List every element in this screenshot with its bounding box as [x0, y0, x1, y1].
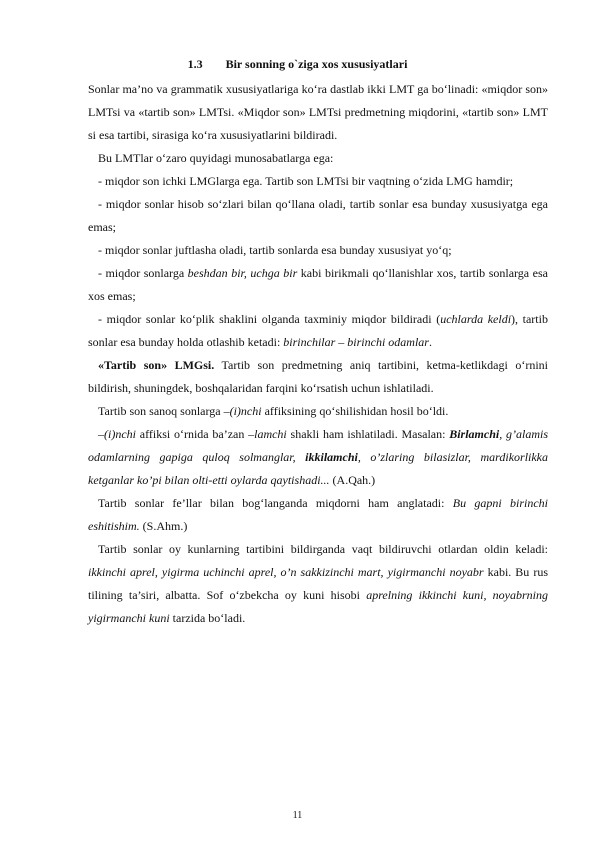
relation-item-1: - miqdor son ichki LMGlarga ega. Tartib son LMTsi bir vaqtning o‘zida LMG hamdir;: [98, 174, 514, 188]
example-italic: Bu gapni birinchi eshitishim.: [88, 496, 548, 533]
relation-item-3: - miqdor sonlar juftlasha oladi, tartib sonlarda esa bunday xususiyat yo‘q;: [98, 243, 452, 257]
term-bold: «Tartib son» LMGsi.: [98, 358, 215, 372]
text-span: tarzida bo‘ladi.: [169, 611, 246, 625]
text-span: affiksining qo‘shilishidan hosil bo‘ldi.: [261, 404, 449, 418]
relation-item-5: [88, 308, 548, 354]
example-italic: birinchilar – birinchi odamlar: [283, 335, 429, 349]
relations-lead: Bu LMTlar o‘zaro quyidagi munosabatlarga ega:: [98, 151, 334, 165]
example-italic: , o’zlaring bilasizlar, mardikorlikka ketganlar ko’pi bilan olti-etti oylarda qaytishadi...: [88, 450, 549, 487]
body-text: [88, 78, 548, 630]
relation-item-2: - miqdor sonlar hisob so‘zlari bilan qo‘llana oladi, tartib sonlar esa bunday xususiyatga ega emas;: [88, 197, 548, 234]
section-heading: [0, 56, 595, 72]
text-span: Tartib sonlar fe’llar bilan bog‘langanda miqdorni ham anglatadi:: [98, 496, 453, 510]
suffix-italic: –lamchi: [248, 427, 287, 441]
text-span: kabi birikmali qo‘llanishlar xos, tartib sonlarga esa xos emas;: [88, 266, 548, 303]
example-italic: uchlarda keldi: [440, 312, 512, 326]
ordinal-usage-paragraph: [88, 423, 548, 492]
text-span: affiksi o‘rnida ba’zan: [136, 427, 249, 441]
text-span: ), tartib sonlar esa bunday holda otlashib ketadi:: [88, 312, 548, 349]
example-italic: beshdan bir, uchga bir: [187, 266, 298, 280]
example-bold-italic: Birlamchi: [449, 427, 500, 441]
example-italic: aprelning ikkinchi kuni, noyabrning yigirmanchi kuni: [88, 588, 548, 625]
text-span: shakli ham ishlatiladi. Masalan:: [286, 427, 450, 441]
text-span: Tartib sonlar oy kunlarning tartibini bildirganda vaqt bildiruvchi otlardan oldin keladi:: [98, 542, 548, 556]
citation: (S.Ahm.): [139, 519, 188, 533]
suffix-italic: (i)nchi: [229, 404, 262, 418]
text-span: Tartib son predmetning aniq tartibini, ketma-ketlikdagi o‘rnini bildirish, shuningdek, boshqalaridan farqini ko‘rsatish uchun ishlatiladi.: [88, 358, 549, 395]
example-bold-italic: ikkilamchi: [305, 450, 358, 464]
example-italic: ikkinchi aprel, yigirma uchinchi aprel, o’n sakkizinchi mart, yigirmanchi noyabr: [88, 565, 484, 579]
quantity-paragraph: [88, 492, 548, 538]
citation: (A.Qah.): [329, 473, 376, 487]
text-span: Tartib son sanoq sonlarga –: [98, 404, 230, 418]
text-span: - miqdor sonlar ko‘plik shaklini olganda taxminiy miqdor bildiradi (: [98, 312, 441, 326]
section-title: Bir sonning o`ziga xos xususiyatlari: [225, 57, 408, 71]
ordinal-definition-paragraph: [88, 354, 548, 400]
text-span: .: [428, 335, 432, 349]
intro-paragraph: Sonlar ma’no va grammatik xususiyatlariga ko‘ra dastlab ikki LMT ga bo‘linadi: «miqdor son» LMTsi va «tartib son» LMTsi. «Miqdor son» LMTsi predmetning miqdorini, «tartib son» LMT si esa tartibi, sirasiga ko‘ra xususiyatlarini bildiradi.: [88, 82, 548, 142]
text-span: - miqdor sonlarga: [98, 266, 188, 280]
dates-paragraph: [88, 538, 548, 630]
relation-item-4: [88, 262, 548, 308]
suffix-italic: –(i)nchi: [98, 427, 136, 441]
text-span: kabi. Bu rus tilining ta’siri, albatta. Sof o‘zbekcha oy kuni hisobi: [88, 565, 548, 602]
page-number: 11: [292, 810, 303, 821]
example-italic: , g’alamis odamlarning gapiga quloq solmanglar,: [88, 427, 548, 464]
section-number: 1.3: [187, 57, 203, 71]
ordinal-formation-paragraph: [88, 400, 548, 423]
